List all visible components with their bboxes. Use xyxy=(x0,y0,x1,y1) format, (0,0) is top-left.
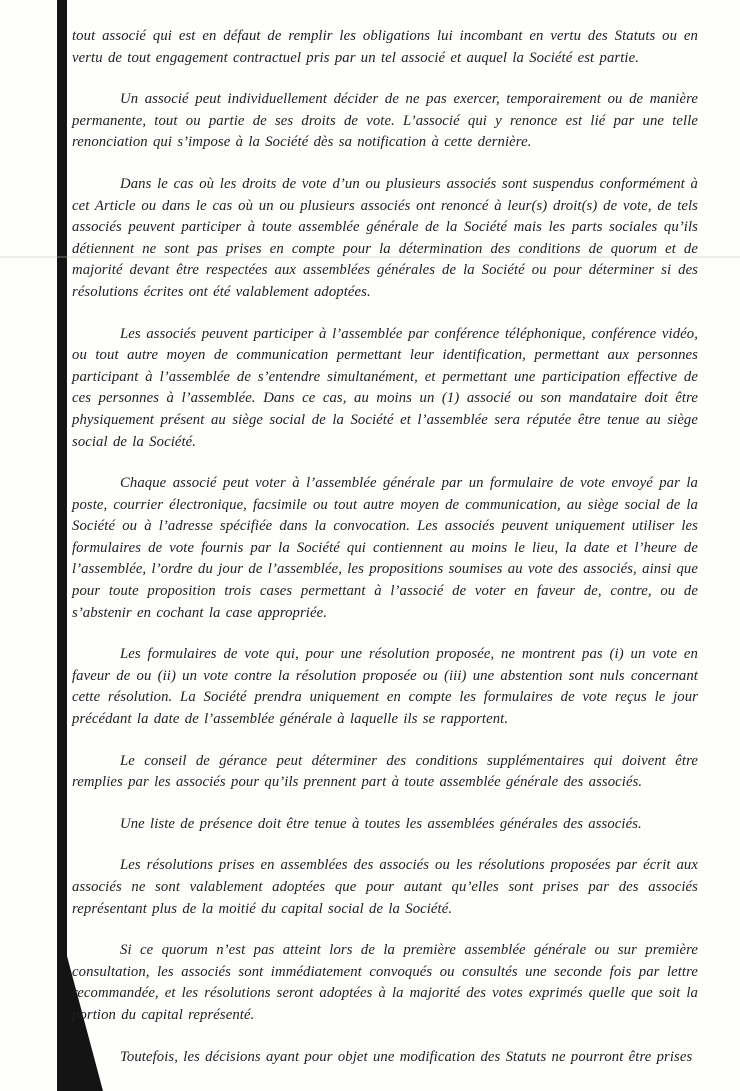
paragraph: Les associés peuvent participer à l’assemblée par conférence téléphonique, conférence vidéo, ou tout autre moyen de communication permettant leur identification, permettant aux personnes participant à l’assemblée de s’entendre simultanément, et permettant une participation effective de ces personnes à l’assemblée. Dans ce cas, au moins un (1) associé ou son mandataire doit être physiquement présent au siège social de la Société et l’assemblée sera réputée être tenue au siège social de la Société. xyxy=(72,325,698,450)
paragraph: Les résolutions prises en assemblées des associés ou les résolutions proposées par écrit aux associés ne sont valablement adoptées que pour autant qu’elles sont prises par des associés représentant plus de la moitié du capital social de la Société. xyxy=(72,857,698,917)
paragraph: Une liste de présence doit être tenue à toutes les assemblées générales des associés. xyxy=(120,815,642,832)
paragraph: Dans le cas où les droits de vote d’un ou plusieurs associés sont suspendus conformément à cet Article ou dans le cas où un ou plusieurs associés ont renoncé à leur(s) droit(s) de vote, de tels associés peuvent participer à toute assemblée générale de la Société mais les parts sociales qu’ils détiennent ne sont pas prises en compte pour la détermination des conditions de quorum et de majorité devant être respectées aux assemblées générales de la Société ou pour déterminer si des résolutions écrites ont été valablement adoptées. xyxy=(72,175,698,300)
paragraph: Si ce quorum n’est pas atteint lors de la première assemblée générale ou sur première consultation, les associés sont immédiatement convoqués ou consultés une seconde fois par lettre recommandée, et les résolutions seront adoptées à la majorité des votes exprimés quelle que soit la portion du capital représenté. xyxy=(72,942,698,1023)
paragraph: Un associé peut individuellement décider de ne pas exercer, temporairement ou de manière permanente, tout ou partie de ses droits de vote. L’associé qui y renonce est lié par une telle renonciation qui s’impose à la Société dès sa notification à cette dernière. xyxy=(72,91,698,151)
paragraph-continuation: tout associé qui est en défaut de remplir les obligations lui incombant en vertu des Statuts ou en vertu de tout engagement contractuel pris par un tel associé et auquel la Société est partie. xyxy=(72,28,698,66)
paragraph: Chaque associé peut voter à l’assemblée générale par un formulaire de vote envoyé par la poste, courrier électronique, facsimile ou tout autre moyen de communication, au siège social de la Société ou à l’adresse spécifiée dans la convocation. Les associés peuvent uniquement utiliser les formulaires de vote fournis par la Société qui contiennent au moins le lieu, la date et l’heure de l’assemblée, l’ordre du jour de l’assemblée, les propositions soumises au vote des associés, ainsi que pour toute proposition trois cases permettant à l’associé de voter en faveur de, contre, ou de s’abstenir en cochant la case appropriée. xyxy=(72,475,698,621)
paragraph: Le conseil de gérance peut déterminer des conditions supplémentaires qui doivent être remplies par les associés pour qu’ils prennent part à toute assemblée générale des associés. xyxy=(72,752,698,791)
document-body xyxy=(72,26,698,1068)
paragraph-truncated: Toutefois, les décisions ayant pour objet une modification des Statuts ne pourront être prises xyxy=(120,1048,693,1065)
scan-edge-artifact xyxy=(57,0,67,1091)
paragraph: Les formulaires de vote qui, pour une résolution proposée, ne montrent pas (i) un vote en faveur de ou (ii) un vote contre la résolution proposée ou (iii) une abstention sont nuls concernant cette résolution. La Société prendra uniquement en compte les formulaires de vote reçus le jour précédant la date de l’assemblée générale à laquelle ils se rapportent. xyxy=(72,646,698,728)
